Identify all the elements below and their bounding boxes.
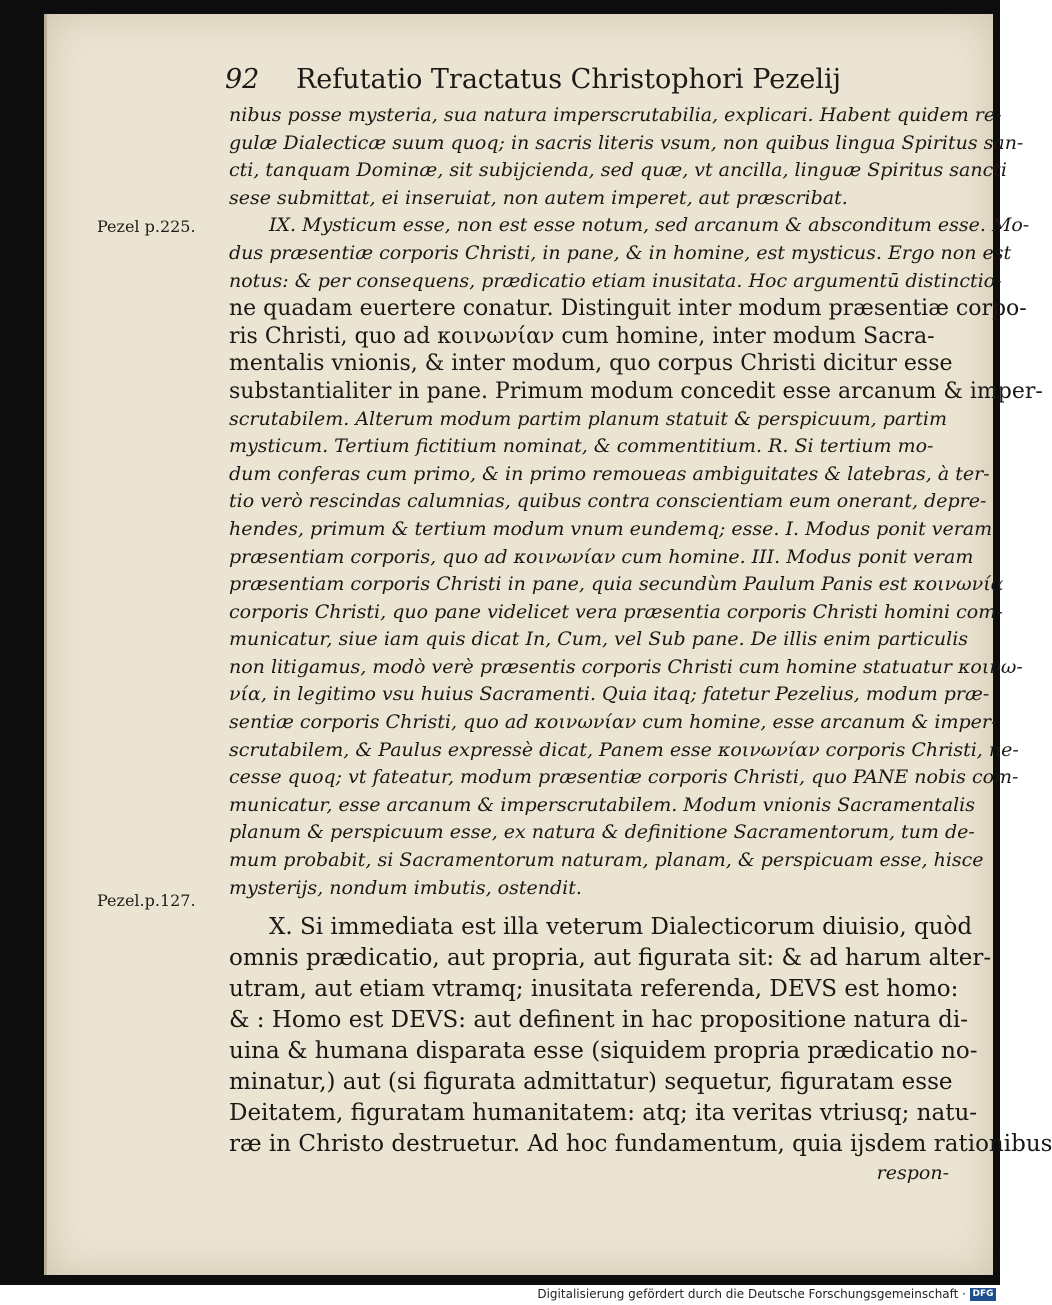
text-line: scrutabilem. Alterum modum partim planum statuit & perspicuum, partim	[229, 407, 948, 430]
text-line: & : Homo est DEVS: aut definent in hac propositione natura di-	[229, 1007, 969, 1034]
text-line: mum probabit, si Sacramentorum naturam, planam, & perspicuam esse, hisce	[229, 849, 984, 872]
page-number: 92	[225, 64, 260, 95]
text-line: nibus posse mysteria, sua natura imperscrutabilia, explicari. Habent quidem re-	[229, 104, 1002, 126]
text-line: ris Christi, quo ad κοινωνίαν cum homine, inter modum Sacra-	[229, 323, 935, 349]
dfg-logo-icon: DFG	[970, 1288, 996, 1301]
text-line: præsentiam corporis Christi in pane, quia secundùm Paulum Panis est κοινωνία	[229, 573, 1004, 596]
text-line: mysticum. Tertium fictitium nominat, & commentitium. R. Si tertium mo-	[229, 435, 934, 458]
footer-credit: Digitalisierung gefördert durch die Deutsche Forschungsgemeinschaft ·	[537, 1287, 966, 1301]
running-header	[225, 64, 841, 95]
text-line: mentalis vnionis, & inter modum, quo corpus Christi dicitur esse	[229, 351, 953, 377]
footer-bar	[0, 1285, 1000, 1305]
margin-note-pezel-127: Pezel.p.127.	[97, 891, 196, 910]
text-line: scrutabilem, & Paulus expressè dicat, Panem esse κοινωνίαν corporis Christi, ne-	[229, 738, 1019, 761]
text-line: cti, tanquam Dominæ, sit subijcienda, sed quæ, vt ancilla, linguæ Spiritus sancti	[229, 159, 1007, 182]
text-line: sese submittat, ei inseruiat, non autem imperet, aut præscribat.	[229, 186, 848, 209]
text-block	[229, 102, 1052, 1188]
text-line: præsentiam corporis, quo ad κοινωνίαν cum homine. III. Modus ponit veram	[229, 545, 974, 568]
margin-note-pezel-225: Pezel p.225.	[97, 217, 196, 236]
text-line: planum & perspicuum esse, ex natura & definitione Sacramentorum, tum de-	[229, 821, 975, 844]
text-line: gulæ Dialecticæ suum quoq; in sacris literis vsum, non quibus lingua Spiritus san-	[229, 131, 1024, 154]
text-line: cesse quoq; vt fateatur, modum præsentiæ corporis Christi, quo PANE nobis com-	[229, 766, 1019, 789]
text-line: uina & humana disparata esse (siquidem propria prædicatio no-	[229, 1038, 978, 1065]
text-line: mysterijs, nondum imbutis, ostendit.	[229, 876, 582, 899]
text-line: ræ in Christo destruetur. Ad hoc fundamentum, quia ijsdem rationibus	[229, 1131, 1052, 1158]
text-line: minatur,) aut (si figurata admittatur) sequetur, figuratam esse	[229, 1069, 953, 1096]
text-line: corporis Christi, quo pane videlicet vera præsentia corporis Christi homini com-	[229, 600, 1003, 623]
text-line: sentiæ corporis Christi, quo ad κοινωνίαν cum homine, esse arcanum & imper-	[229, 711, 998, 734]
book-page	[44, 14, 1052, 1275]
text-line-paragraph-start: X. Si immediata est illa veterum Dialecticorum diuisio, quòd	[269, 914, 973, 941]
catchword: respon-	[876, 1162, 949, 1185]
text-line: substantialiter in pane. Primum modum concedit esse arcanum & imper-	[229, 378, 1043, 404]
text-line: tio verò rescindas calumnias, quibus contra conscientiam eum onerant, depre-	[229, 490, 987, 513]
text-line: dum conferas cum primo, & in primo remoueas ambiguitates & latebras, à ter-	[229, 462, 990, 485]
text-line: non litigamus, modò verè præsentis corporis Christi cum homine statuatur κοινω-	[229, 655, 1023, 678]
text-line: Deitatem, figuratam humanitatem: atq; ita veritas vtriusq; natu-	[229, 1100, 978, 1127]
running-title: Refutatio Tractatus Christophori Pezelij	[295, 64, 842, 95]
text-line: dus præsentiæ corporis Christi, in pane, & in homine, est mysticus. Ergo non est	[229, 241, 1012, 264]
text-line: municatur, esse arcanum & imperscrutabilem. Modum vnionis Sacramentalis	[229, 793, 975, 816]
text-line: hendes, primum & tertium modum vnum eundemq; esse. I. Modus ponit veram	[229, 517, 993, 540]
text-line: municatur, siue iam quis dicat In, Cum, vel Sub pane. De illis enim particulis	[229, 628, 969, 651]
text-line: ne quadam euertere conatur. Distinguit inter modum præsentiæ corpo-	[229, 296, 1027, 322]
text-line: notus: & per consequens, prædicatio etiam inusitata. Hoc argumentū distinctio-	[229, 269, 1002, 292]
text-line: omnis prædicatio, aut propria, aut figurata sit: & ad harum alter-	[229, 945, 992, 972]
text-line-paragraph-start: IX. Mysticum esse, non est esse notum, sed arcanum & absconditum esse. Mo-	[269, 214, 1030, 237]
text-line: utram, aut etiam vtramq; inusitata referenda, DEVS est homo:	[229, 976, 959, 1003]
text-line: νία, in legitimo vsu huius Sacramenti. Quia itaq; fatetur Pezelius, modum præ-	[229, 683, 990, 706]
